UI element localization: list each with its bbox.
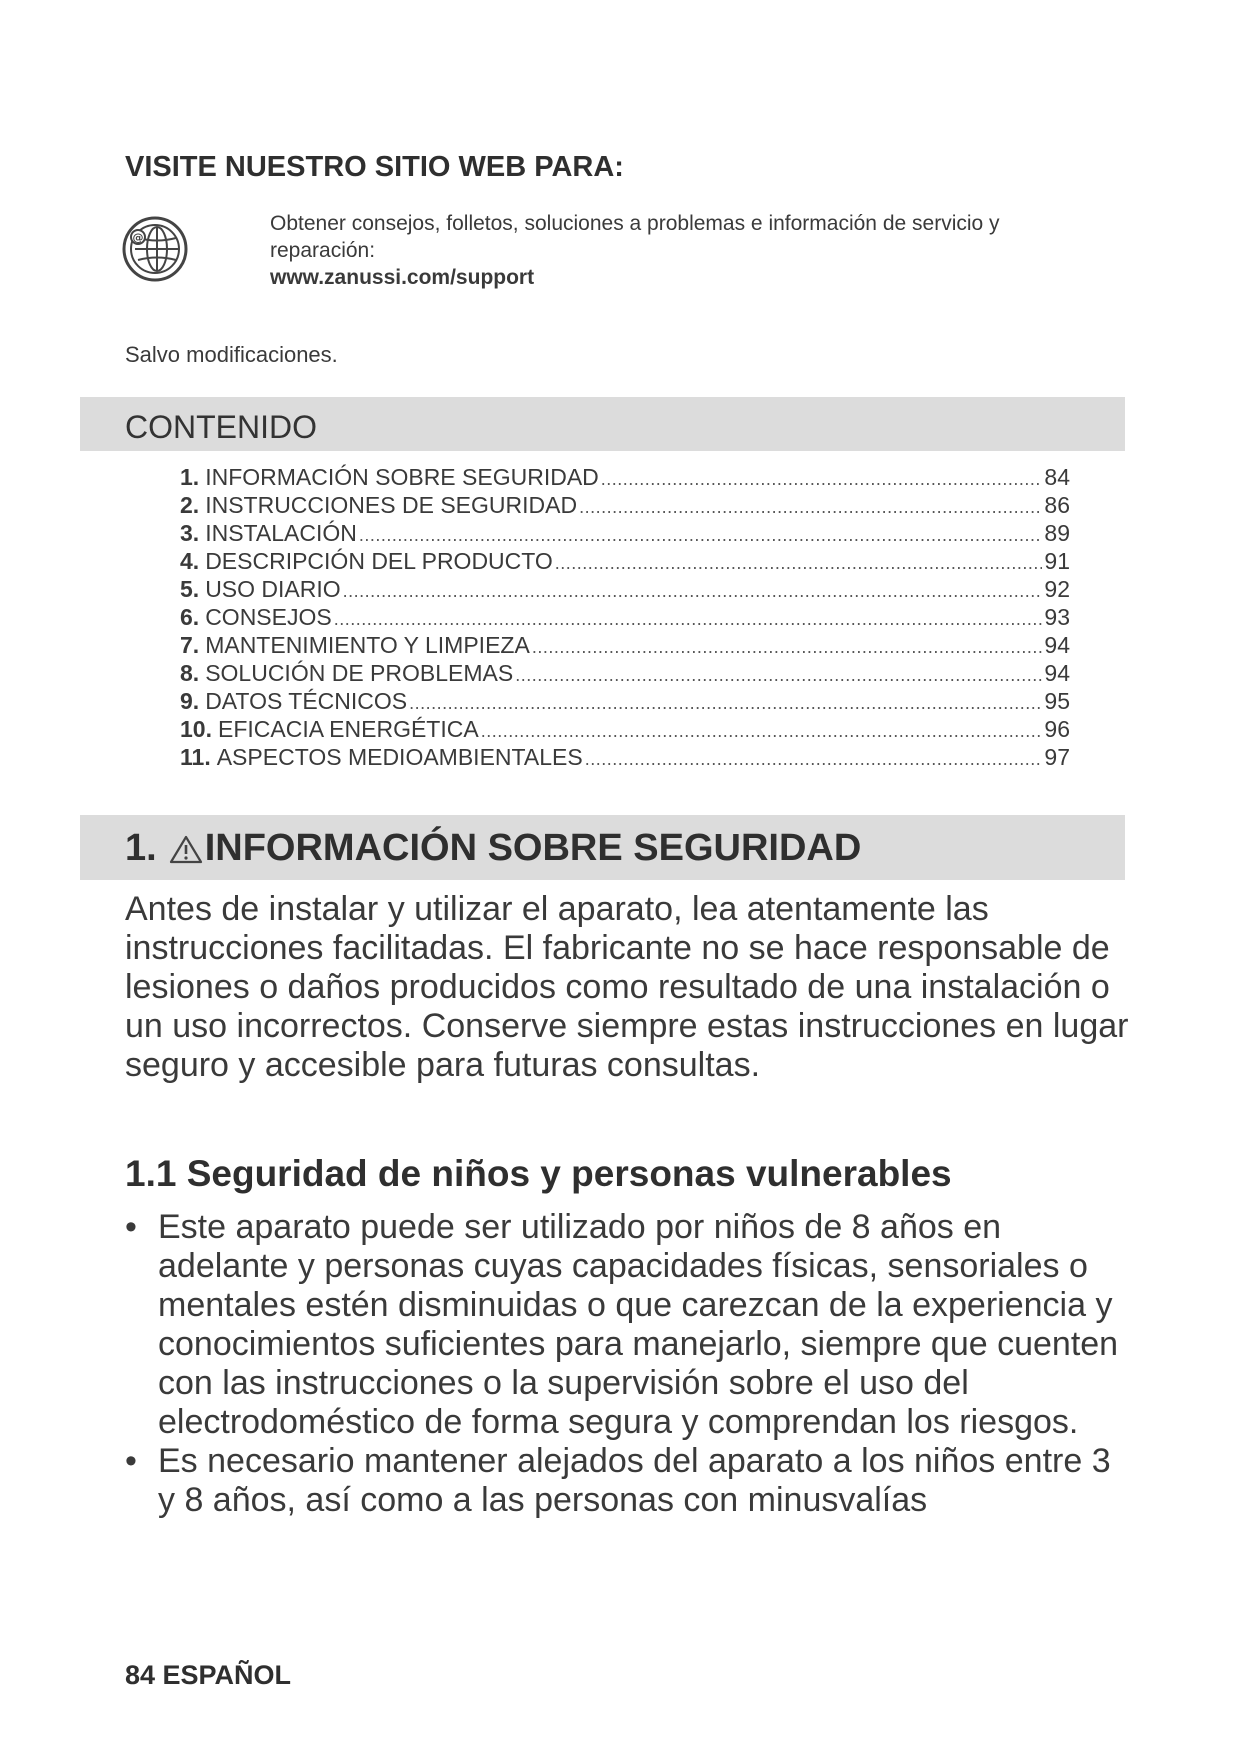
toc-page-number: 93 <box>1044 604 1070 630</box>
toc-item[interactable] <box>180 463 1070 491</box>
toc-number: 3. <box>180 520 200 546</box>
toc-item[interactable] <box>180 631 1070 659</box>
toc-page-number: 89 <box>1044 520 1070 546</box>
section-number: 1. <box>125 827 157 869</box>
table-of-contents <box>180 463 1070 771</box>
section-title <box>125 827 861 870</box>
contents-heading: CONTENIDO <box>125 409 317 445</box>
modifications-notice: Salvo modificaciones. <box>125 342 338 367</box>
toc-label: INSTRUCCIONES DE SEGURIDAD <box>205 492 578 518</box>
visit-website-title: VISITE NUESTRO SITIO WEB PARA: <box>125 151 624 183</box>
bullet-list <box>125 1208 1135 1520</box>
section-header-band <box>80 815 1125 880</box>
toc-leader-dots <box>555 547 1042 577</box>
toc-leader-dots <box>334 603 1042 633</box>
toc-item[interactable] <box>180 575 1070 603</box>
toc-number: 5. <box>180 576 200 602</box>
toc-label: DESCRIPCIÓN DEL PRODUCTO <box>205 548 553 574</box>
toc-item[interactable] <box>180 715 1070 743</box>
toc-page-number: 84 <box>1044 464 1070 490</box>
toc-number: 9. <box>180 688 200 714</box>
list-item <box>125 1442 1135 1520</box>
toc-label: DATOS TÉCNICOS <box>205 688 408 714</box>
toc-label: CONSEJOS <box>205 604 332 630</box>
bullet-mark: • <box>125 1208 137 1246</box>
toc-page-number: 94 <box>1044 632 1070 658</box>
toc-item[interactable] <box>180 547 1070 575</box>
toc-page-number: 97 <box>1044 744 1070 770</box>
toc-leader-dots <box>532 631 1042 661</box>
toc-leader-dots <box>579 491 1042 521</box>
bullet-mark: • <box>125 1442 137 1480</box>
toc-number: 11. <box>180 744 211 770</box>
toc-label: INSTALACIÓN <box>205 520 357 546</box>
toc-label: EFICACIA ENERGÉTICA <box>217 716 479 742</box>
warning-icon <box>169 834 203 864</box>
toc-label: ASPECTOS MEDIOAMBIENTALES <box>216 744 583 770</box>
page-footer: 84 ESPAÑOL <box>125 1660 292 1690</box>
toc-leader-dots <box>515 659 1042 689</box>
toc-leader-dots <box>601 463 1042 493</box>
contents-header-band <box>80 397 1125 451</box>
toc-page-number: 91 <box>1044 548 1070 574</box>
toc-leader-dots <box>585 743 1042 773</box>
toc-label: MANTENIMIENTO Y LIMPIEZA <box>205 632 530 658</box>
toc-page-number: 86 <box>1044 492 1070 518</box>
bullet-text: Es necesario mantener alejados del aparato a los niños entre 3 y 8 años, así como a las personas con minusvalías <box>158 1442 1111 1519</box>
toc-number: 10. <box>180 716 212 742</box>
toc-page-number: 92 <box>1044 576 1070 602</box>
svg-text:@: @ <box>132 231 144 244</box>
visit-description <box>270 210 1100 291</box>
bullet-text: Este aparato puede ser utilizado por niños de 8 años en adelante y personas cuyas capacidades físicas, sensoriales o mentales estén disminuidas o que carezcan de la experiencia y conocimientos suficientes para manejarlo, siempre que cuenten con las instrucciones o la supervisión sobre el uso del electrodoméstico de forma segura y comprendan los riesgos. <box>158 1208 1119 1441</box>
toc-leader-dots <box>359 519 1042 549</box>
toc-item[interactable] <box>180 743 1070 771</box>
support-link[interactable]: www.zanussi.com/support <box>270 266 535 289</box>
toc-item[interactable] <box>180 519 1070 547</box>
toc-leader-dots <box>409 687 1042 717</box>
toc-page-number: 95 <box>1044 688 1070 714</box>
list-item <box>125 1208 1135 1442</box>
toc-leader-dots <box>343 575 1042 605</box>
toc-label: INFORMACIÓN SOBRE SEGURIDAD <box>205 464 599 490</box>
subsection-title: 1.1 Seguridad de niños y personas vulnerables <box>125 1153 952 1194</box>
toc-page-number: 94 <box>1044 660 1070 686</box>
toc-item[interactable] <box>180 687 1070 715</box>
globe-icon <box>121 215 189 283</box>
section-heading-text: INFORMACIÓN SOBRE SEGURIDAD <box>204 827 862 869</box>
toc-item[interactable] <box>180 491 1070 519</box>
toc-number: 4. <box>180 548 200 574</box>
toc-number: 1. <box>180 464 200 490</box>
toc-number: 6. <box>180 604 200 630</box>
visit-text: Obtener consejos, folletos, soluciones a problemas e información de servicio y reparación: <box>270 212 1000 262</box>
toc-label: USO DIARIO <box>205 576 341 602</box>
toc-item[interactable] <box>180 603 1070 631</box>
toc-number: 7. <box>180 632 200 658</box>
toc-label: SOLUCIÓN DE PROBLEMAS <box>205 660 514 686</box>
toc-number: 2. <box>180 492 200 518</box>
toc-page-number: 96 <box>1044 716 1070 742</box>
intro-paragraph: Antes de instalar y utilizar el aparato, lea atentamente las instrucciones facilitadas. El fabricante no se hace responsable de lesiones o daños producidos como resultado de una instalación o un uso incorrectos. Conserve siempre estas instrucciones en lugar seguro y accesible para futuras consultas. <box>125 890 1129 1084</box>
toc-leader-dots <box>481 715 1042 745</box>
toc-item[interactable] <box>180 659 1070 687</box>
toc-number: 8. <box>180 660 200 686</box>
